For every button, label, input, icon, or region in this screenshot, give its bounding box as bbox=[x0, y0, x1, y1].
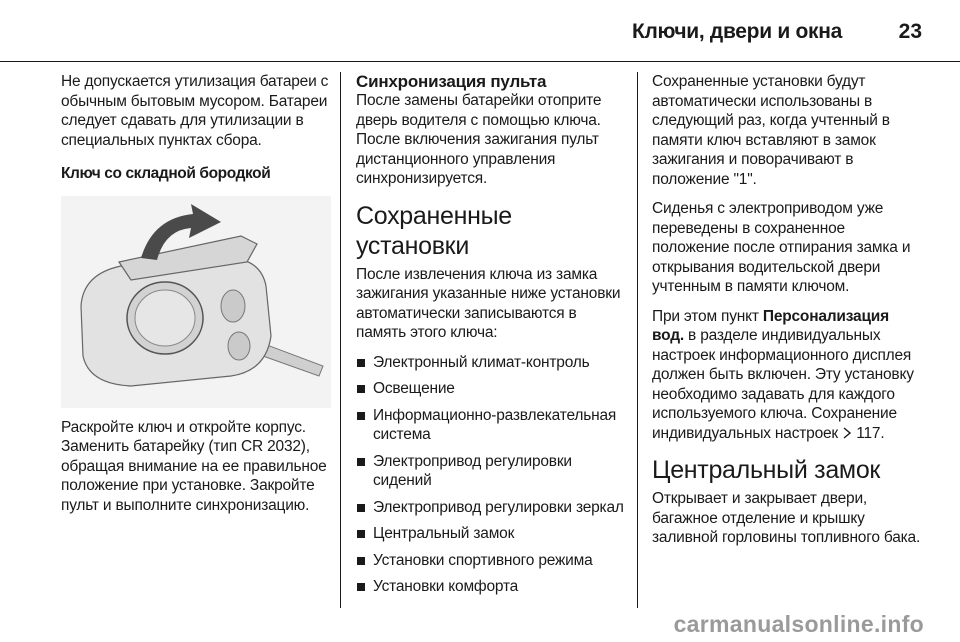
battery-disposal-text: Не допускается утилизация батареи с обычным бытовым мусором. Батареи следует сдавать для утилизации в специальных пунктах сбора. bbox=[61, 73, 329, 149]
page-reference-link[interactable]: 117. bbox=[856, 424, 885, 442]
personalization-pre: При этом пункт bbox=[652, 307, 759, 325]
header-divider bbox=[0, 61, 960, 62]
central-lock-text: Открывает и закрывает двери, багажное отделение и крышку заливной горловины топливного бака. bbox=[652, 490, 921, 546]
arrow-ref-icon[interactable] bbox=[842, 425, 852, 442]
personalization-post: в разделе индивидуальных настроек информационного дисплея должен быть включен. Эту установку необходимо задавать для каждого используемого ключа. Сохранение индивидуальных настроек bbox=[652, 327, 914, 442]
battery-replace-text: Раскройте ключ и откройте корпус. Заменить батарейку (тип CR 2032), обращая внимание на ее правильное положение при установке. Закройте пульт и выполните синхронизацию. bbox=[61, 418, 327, 514]
saved-settings-heading: Сохраненные установки bbox=[356, 201, 512, 260]
column-divider-2 bbox=[637, 72, 638, 608]
list-item: Установки комфорта bbox=[356, 577, 628, 597]
saved-settings-text: После извлечения ключа из замка зажигания указанные ниже установки автоматически записываются в память этого ключа: bbox=[356, 265, 621, 341]
column-1 bbox=[61, 72, 331, 525]
list-item: Электронный климат-контроль bbox=[356, 353, 628, 373]
sync-heading: Синхронизация пульта bbox=[356, 72, 547, 91]
key-battery-icon bbox=[61, 196, 331, 408]
list-item: Центральный замок bbox=[356, 524, 628, 544]
list-item: Электропривод регулировки зеркал bbox=[356, 498, 628, 518]
list-item: Электропривод регулировки сидений bbox=[356, 452, 628, 491]
column-2 bbox=[356, 72, 628, 604]
list-item: Установки спортивного режима bbox=[356, 551, 628, 571]
page-number: 23 bbox=[898, 20, 922, 43]
personalization-text bbox=[652, 307, 924, 444]
saved-usage-text: Сохраненные установки будут автоматически использованы в следующий раз, когда учтенный в памяти ключ вставляют в замок зажигания и поворачивают в положение "1". bbox=[652, 73, 890, 188]
page-title: Ключи, двери и окна bbox=[631, 20, 842, 43]
list-item: Информационно-развлекательная система bbox=[356, 406, 628, 445]
personalization-setting: Персонализация вод. bbox=[652, 307, 889, 344]
key-battery-illustration bbox=[61, 196, 331, 408]
central-lock-heading: Центральный замок bbox=[652, 456, 881, 484]
page-header bbox=[0, 0, 960, 62]
watermark: carmanualsonline.info bbox=[673, 611, 924, 637]
column-divider-1 bbox=[340, 72, 341, 608]
list-item: Освещение bbox=[356, 379, 628, 399]
folding-key-heading: Ключ со складной бородкой bbox=[61, 165, 271, 182]
sync-text: После замены батарейки отоприте дверь водителя с помощью ключа. После включения зажигания пульт дистанционного управления синхронизируется. bbox=[356, 92, 602, 187]
saved-settings-list bbox=[356, 353, 628, 597]
seat-memory-text: Сиденья с электроприводом уже переведены в сохраненное положение после отпирания замка и открывания водительской двери учтенным в памяти ключом. bbox=[652, 200, 911, 295]
column-3 bbox=[652, 72, 924, 558]
